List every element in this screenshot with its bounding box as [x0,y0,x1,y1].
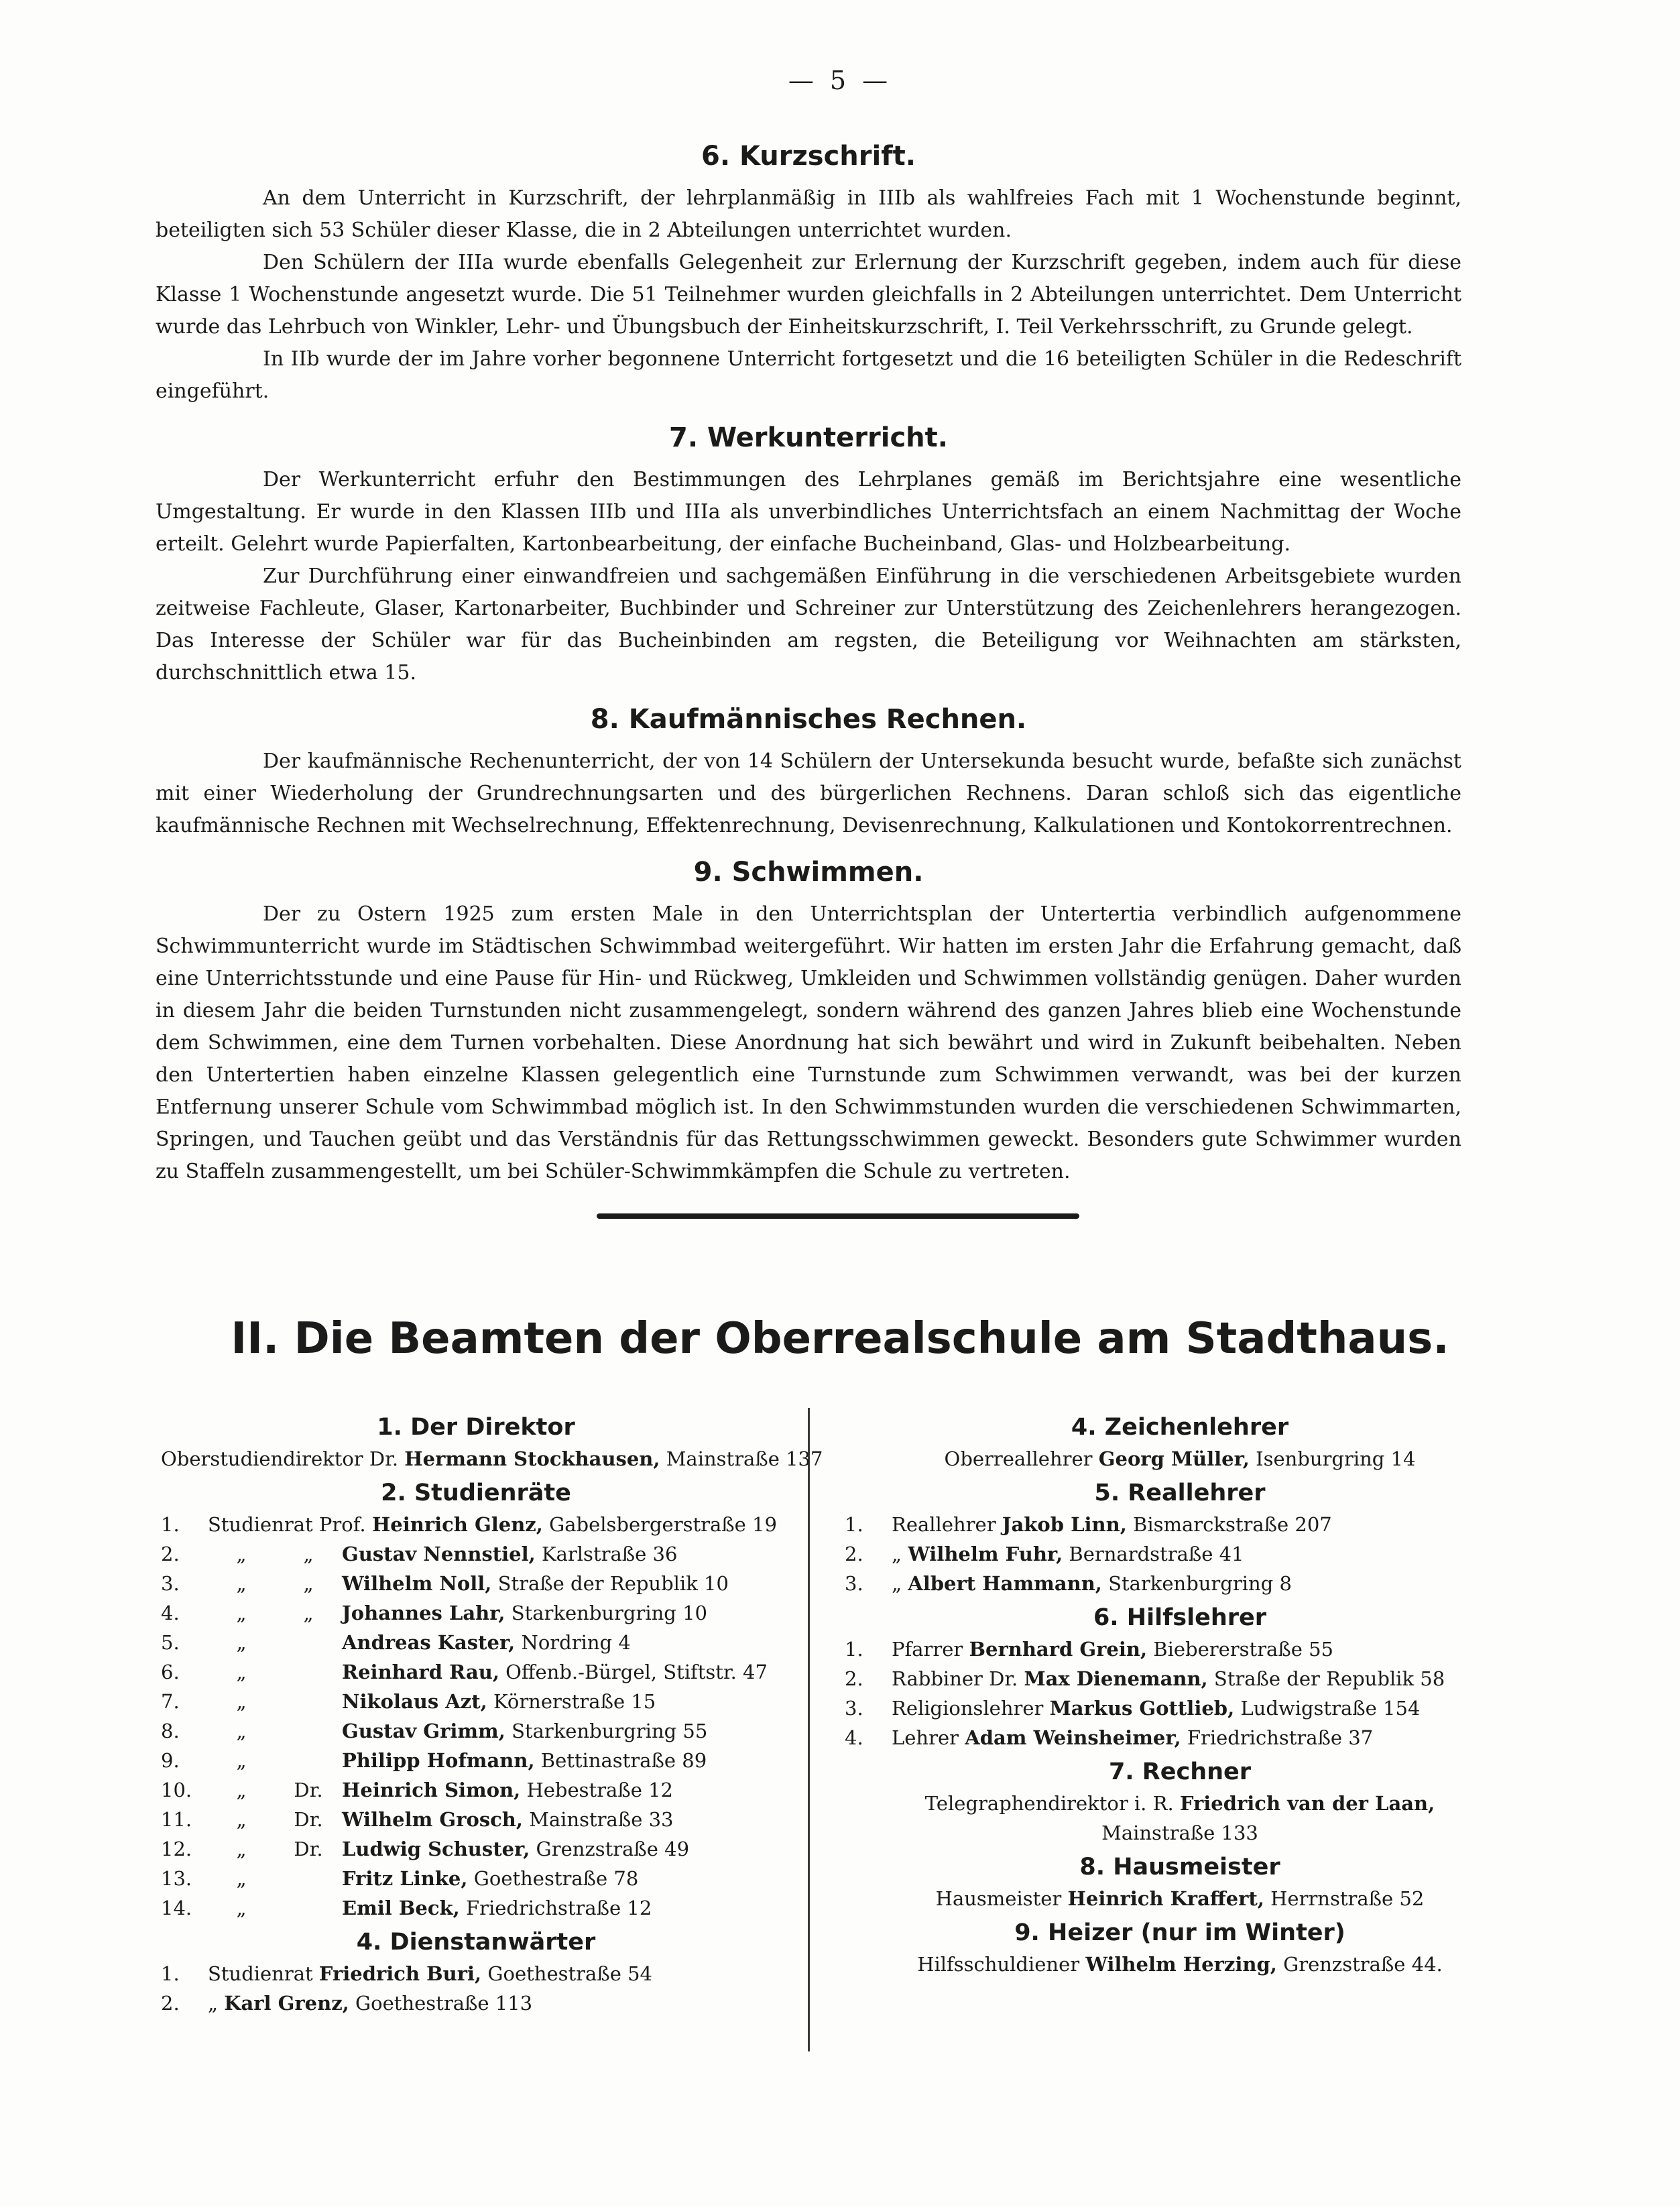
address: Friedrichstraße 12 [465,1897,652,1919]
ditto-mark: „ [236,1690,247,1713]
item-title: „ [892,1543,902,1565]
paragraph: An dem Unterricht in Kurzschrift, der lehrplanmäßig in IIIb als wahlfreies Fach mit 1 Wochenstunde beginnt, beteiligten sich 53 Schüler dieser Klasse, die in 2 Abteilungen unterrichtet wurden. [156,186,1461,242]
list-item [845,1664,1515,1693]
ditto-mark: Dr. [294,1838,323,1860]
list-item [161,1959,791,1988]
person-name: Ludwig Schuster, [342,1838,530,1860]
item-number: 2. [845,1667,863,1690]
person-name: Heinrich Kraffert, [1067,1887,1264,1910]
person-name: Markus Gottlieb, [1049,1697,1235,1720]
left-column [161,1408,823,2018]
paragraph: Der zu Ostern 1925 zum ersten Male in den Unterrichtsplan der Untertertia verbindlich aufgenommene Schwimmunterricht wurde im Städtischen Schwimmbad weitergeführt. Wir hatten im ersten Jahr die Erfahrung gemacht, daß eine Unterrichtsstunde und eine Pause für Hin- und Rückweg, Umkleiden und Schwimmen vollständig genügen. Daher wurden in diesem Jahr die beiden Turnstunden nicht zusammengelegt, sondern während des ganzen Jahres blieb eine Wochenstunde dem Schwimmen, eine dem Turnen vorbehalten. Diese Anordnung hat sich bewährt und wird in Zukunft beibehalten. Neben den Untertertien haben einzelne Klassen gelegentlich eine Turnstunde zum Schwimmen verwandt, was bei der kurzen Entfernung unserer Schule vom Schwimmbad möglich ist. In den Schwimmstunden wurden die verschiedenen Schwimmarten, Springen, und Tauchen geübt und das Verständnis für das Rettungsschwimmen geweckt. Besonders gute Schwimmer wurden zu Staffeln zusammengestellt, um bei Schüler-Schwimmkämpfen die Schule zu vertreten. [156,902,1461,1183]
item-title: Rabbiner Dr. [892,1667,1018,1690]
item-number: 3. [845,1572,863,1595]
item-number: 6. [161,1661,180,1683]
item-number: 7. [161,1690,180,1713]
address: Goethestraße 113 [355,1992,533,2015]
address: Mainstraße 137 [666,1447,823,1470]
group-heading-dienstanwaerter: 4. Dienstanwärter [356,1929,596,1956]
list-item [161,1775,791,1805]
item-number: 8. [161,1720,180,1742]
ditto-mark: „ [236,1631,247,1654]
ditto-mark: Dr. [294,1808,323,1831]
address: Starkenburgring 55 [512,1720,708,1742]
person-name: Heinrich Glenz, [371,1513,543,1536]
item-number: 1. [161,1513,180,1536]
item-number: 3. [161,1572,180,1595]
section-schwimmen [156,857,1461,1188]
person-name: Emil Beck, [342,1897,460,1919]
ditto-mark: „ [303,1572,314,1595]
item-number: 13. [161,1867,192,1890]
ditto-mark: „ [236,1720,247,1742]
item-title: „ [208,1992,219,2015]
ditto-mark: „ [236,1808,247,1831]
list-item [161,1805,791,1834]
person-name: Reinhard Rau, [342,1661,499,1683]
item-number: 1. [161,1962,180,1985]
person-name: Karl Grenz, [224,1992,349,2015]
address: Bernardstraße 41 [1069,1543,1244,1565]
address: Starkenburgring 8 [1108,1572,1292,1595]
ditto-mark: „ [236,1867,247,1890]
list-item [161,1834,791,1864]
main-text [156,141,1461,1203]
paragraph: In IIb wurde der im Jahre vorher begonnene Unterricht fortgesetzt und die 16 beteiligten Schüler in die Redeschrift eingeführt. [156,347,1461,403]
item-number: 2. [161,1992,180,2015]
ditto-mark: „ [236,1779,247,1801]
list-item [161,1893,791,1923]
item-number: 4. [845,1726,863,1749]
address: Herrnstraße 52 [1270,1887,1425,1910]
director-entry [161,1444,823,1474]
paragraph: Der kaufmännische Rechenunterricht, der von 14 Schülern der Untersekunda besucht wurde, befaßte sich zunächst mit einer Wiederholung der Grundrechnungsarten und des bürgerlichen Rechnens. Daran schloß sich das eigentliche kaufmännische Rechnen mit Wechselrechnung, Effektenrechnung, Devisenrechnung, Kalkulationen und Kontokorrentrechnen. [156,750,1461,837]
person-name: Friedrich van der Laan, [1179,1792,1435,1815]
address: Straße der Republik 10 [497,1572,729,1595]
person-name: Johannes Lahr, [342,1602,505,1624]
address: Friedrichstraße 37 [1187,1726,1374,1749]
reallehrer-list [845,1510,1515,1598]
ditto-mark: „ [236,1749,247,1772]
list-item [845,1539,1515,1569]
person-name: Adam Weinsheimer, [965,1726,1181,1749]
column-divider [808,1408,810,2051]
item-title: Studienrat [208,1962,313,1985]
person-name: Albert Hammann, [908,1572,1102,1595]
rechner-entry [845,1789,1515,1818]
address: Nordring 4 [521,1631,631,1654]
ditto-mark: „ [236,1838,247,1860]
item-number: 10. [161,1779,192,1801]
list-item [161,1657,791,1687]
person-name: Wilhelm Noll, [342,1572,492,1595]
ditto-mark: „ [236,1602,247,1624]
title: Hilfsschuldiener [917,1953,1080,1976]
item-title: „ [892,1572,902,1595]
item-number: 2. [161,1543,180,1565]
address: Karlstraße 36 [541,1543,678,1565]
page-number: — 5 — [788,66,892,95]
list-item [845,1634,1515,1664]
ditto-mark: „ [303,1602,314,1624]
address: Starkenburgring 10 [511,1602,707,1624]
ditto-mark: „ [303,1543,314,1565]
title: Telegraphendirektor i. R. [924,1792,1174,1815]
zeichenlehrer-entry [845,1444,1515,1474]
section-kurzschrift [156,141,1461,408]
ditto-mark: „ [236,1543,247,1565]
list-item [845,1723,1515,1752]
title: Hausmeister [935,1887,1062,1910]
list-item [845,1569,1515,1598]
person-name: Jakob Linn, [1002,1513,1127,1536]
item-title: Lehrer [892,1726,959,1749]
person-name: Nikolaus Azt, [342,1690,487,1713]
person-name: Fritz Linke, [342,1867,468,1890]
item-title: Reallehrer [892,1513,996,1536]
group-heading-direktor: 1. Der Direktor [377,1414,575,1441]
group-heading-hausmeister: 8. Hausmeister [1079,1854,1280,1881]
group-heading-zeichenlehrer: 4. Zeichenlehrer [1071,1414,1289,1441]
person-name: Hermann Stockhausen, [404,1447,660,1470]
list-item [845,1510,1515,1539]
list-item [161,1628,791,1657]
address: Gabelsbergerstraße 19 [549,1513,777,1536]
address: Isenburgring 14 [1256,1447,1416,1470]
section-heading: 6. Kurzschrift. [701,141,916,172]
dienstanwaerter-list [161,1959,791,2018]
person-name: Friedrich Buri, [318,1962,482,1985]
person-name: Heinrich Simon, [342,1779,521,1801]
person-name: Bernhard Grein, [969,1638,1148,1661]
list-item [161,1988,791,2018]
rechner-address [845,1818,1515,1848]
right-column [845,1408,1515,1979]
studienraete-list [161,1510,791,1923]
ditto-mark: „ [236,1897,247,1919]
item-number: 1. [845,1513,863,1536]
person-name: Max Dienemann, [1024,1667,1208,1690]
item-title: Religionslehrer [892,1697,1044,1720]
list-item [161,1864,791,1893]
ditto-mark: „ [236,1661,247,1683]
section-heading: 7. Werkunterricht. [669,422,948,453]
ornamental-divider [597,1213,1079,1219]
section-kaufmaennisches-rechnen [156,704,1461,842]
ditto-mark: Dr. [294,1779,323,1801]
group-heading-hilfslehrer: 6. Hilfslehrer [1093,1604,1267,1631]
address: Hebestraße 12 [526,1779,674,1801]
address: Körnerstraße 15 [493,1690,656,1713]
item-number: 5. [161,1631,180,1654]
list-item [161,1746,791,1775]
list-item [161,1569,791,1598]
paragraph: Den Schülern der IIIa wurde ebenfalls Gelegenheit zur Erlernung der Kurzschrift gegeben, indem auch für diese Klasse 1 Wochenstunde angesetzt wurde. Die 51 Teilnehmer wurden gleichfalls in 2 Abteilungen unterrichtet. Dem Unterricht wurde das Lehrbuch von Winkler, Lehr- und Übungsbuch der Einheitskurzschrift, I. Teil Verkehrsschrift, zu Grunde gelegt. [156,251,1461,339]
section-heading: 8. Kaufmännisches Rechnen. [590,704,1027,735]
person-name: Wilhelm Fuhr, [908,1543,1063,1565]
list-item [161,1687,791,1716]
address: Offenb.-Bürgel, Stiftstr. 47 [505,1661,768,1683]
paragraph: Der Werkunterricht erfuhr den Bestimmungen des Lehrplanes gemäß im Berichtsjahre eine wesentliche Umgestaltung. Er wurde in den Klassen IIIb und IIIa als unverbindliches Unterrichtsfach an einem Nachmittag der Woche erteilt. Gelehrt wurde Papierfalten, Kartonbearbeitung, der einfache Bucheinband, Glas- und Holzbearbeitung. [156,468,1461,556]
item-number: 14. [161,1897,192,1919]
item-number: 3. [845,1697,863,1720]
item-number: 9. [161,1749,180,1772]
item-number: 12. [161,1838,192,1860]
address: Grenzstraße 44. [1283,1953,1443,1976]
ditto-mark: „ [236,1572,247,1595]
title: Oberstudiendirektor Dr. [161,1447,399,1470]
address: Goethestraße 54 [487,1962,652,1985]
person-name: Philipp Hofmann, [342,1749,535,1772]
item-title: Studienrat Prof. [208,1513,366,1536]
item-number: 2. [845,1543,863,1565]
item-number: 1. [845,1638,863,1661]
list-item [161,1716,791,1746]
title: Oberreallehrer [944,1447,1093,1470]
address: Goethestraße 78 [473,1867,639,1890]
item-number: 11. [161,1808,192,1831]
group-heading-heizer: 9. Heizer (nur im Winter) [1014,1919,1345,1946]
list-item [161,1510,791,1539]
list-item [845,1693,1515,1723]
hilfslehrer-list [845,1634,1515,1752]
person-name: Gustav Nennstiel, [342,1543,536,1565]
address: Ludwigstraße 154 [1240,1697,1421,1720]
person-name: Gustav Grimm, [342,1720,505,1742]
main-title: II. Die Beamten der Oberrealschule am Stadthaus. [231,1314,1449,1364]
group-heading-rechner: 7. Rechner [1108,1758,1252,1785]
address: Mainstraße 33 [529,1808,674,1831]
section-heading: 9. Schwimmen. [693,857,924,888]
address: Biebererstraße 55 [1153,1638,1333,1661]
address: Straße der Republik 58 [1213,1667,1445,1690]
section-werkunterricht [156,422,1461,689]
list-item [161,1539,791,1569]
paragraph: Zur Durchführung einer einwandfreien und sachgemäßen Einführung in die verschiedenen Arbeitsgebiete wurden zeitweise Fachleute, Glaser, Kartonarbeiter, Buchbinder und Schreiner zur Unterstützung des Zeichenlehrers herangezogen. Das Interesse der Schüler war für das Bucheinbinden am regsten, die Beteiligung vor Weihnachten am stärksten, durchschnittlich etwa 15. [156,564,1461,684]
group-heading-studienraete: 2. Studienräte [381,1480,571,1506]
person-name: Wilhelm Herzing, [1085,1953,1277,1976]
person-name: Andreas Kaster, [342,1631,516,1654]
person-name: Georg Müller, [1098,1447,1250,1470]
heizer-entry [845,1950,1515,1979]
group-heading-reallehrer: 5. Reallehrer [1094,1480,1266,1506]
address: Mainstraße 133 [1101,1822,1258,1844]
address: Bismarckstraße 207 [1133,1513,1332,1536]
address: Bettinastraße 89 [540,1749,707,1772]
item-number: 4. [161,1602,180,1624]
address: Grenzstraße 49 [536,1838,690,1860]
hausmeister-entry [845,1884,1515,1913]
person-name: Wilhelm Grosch, [342,1808,523,1831]
list-item [161,1598,791,1628]
item-title: Pfarrer [892,1638,963,1661]
